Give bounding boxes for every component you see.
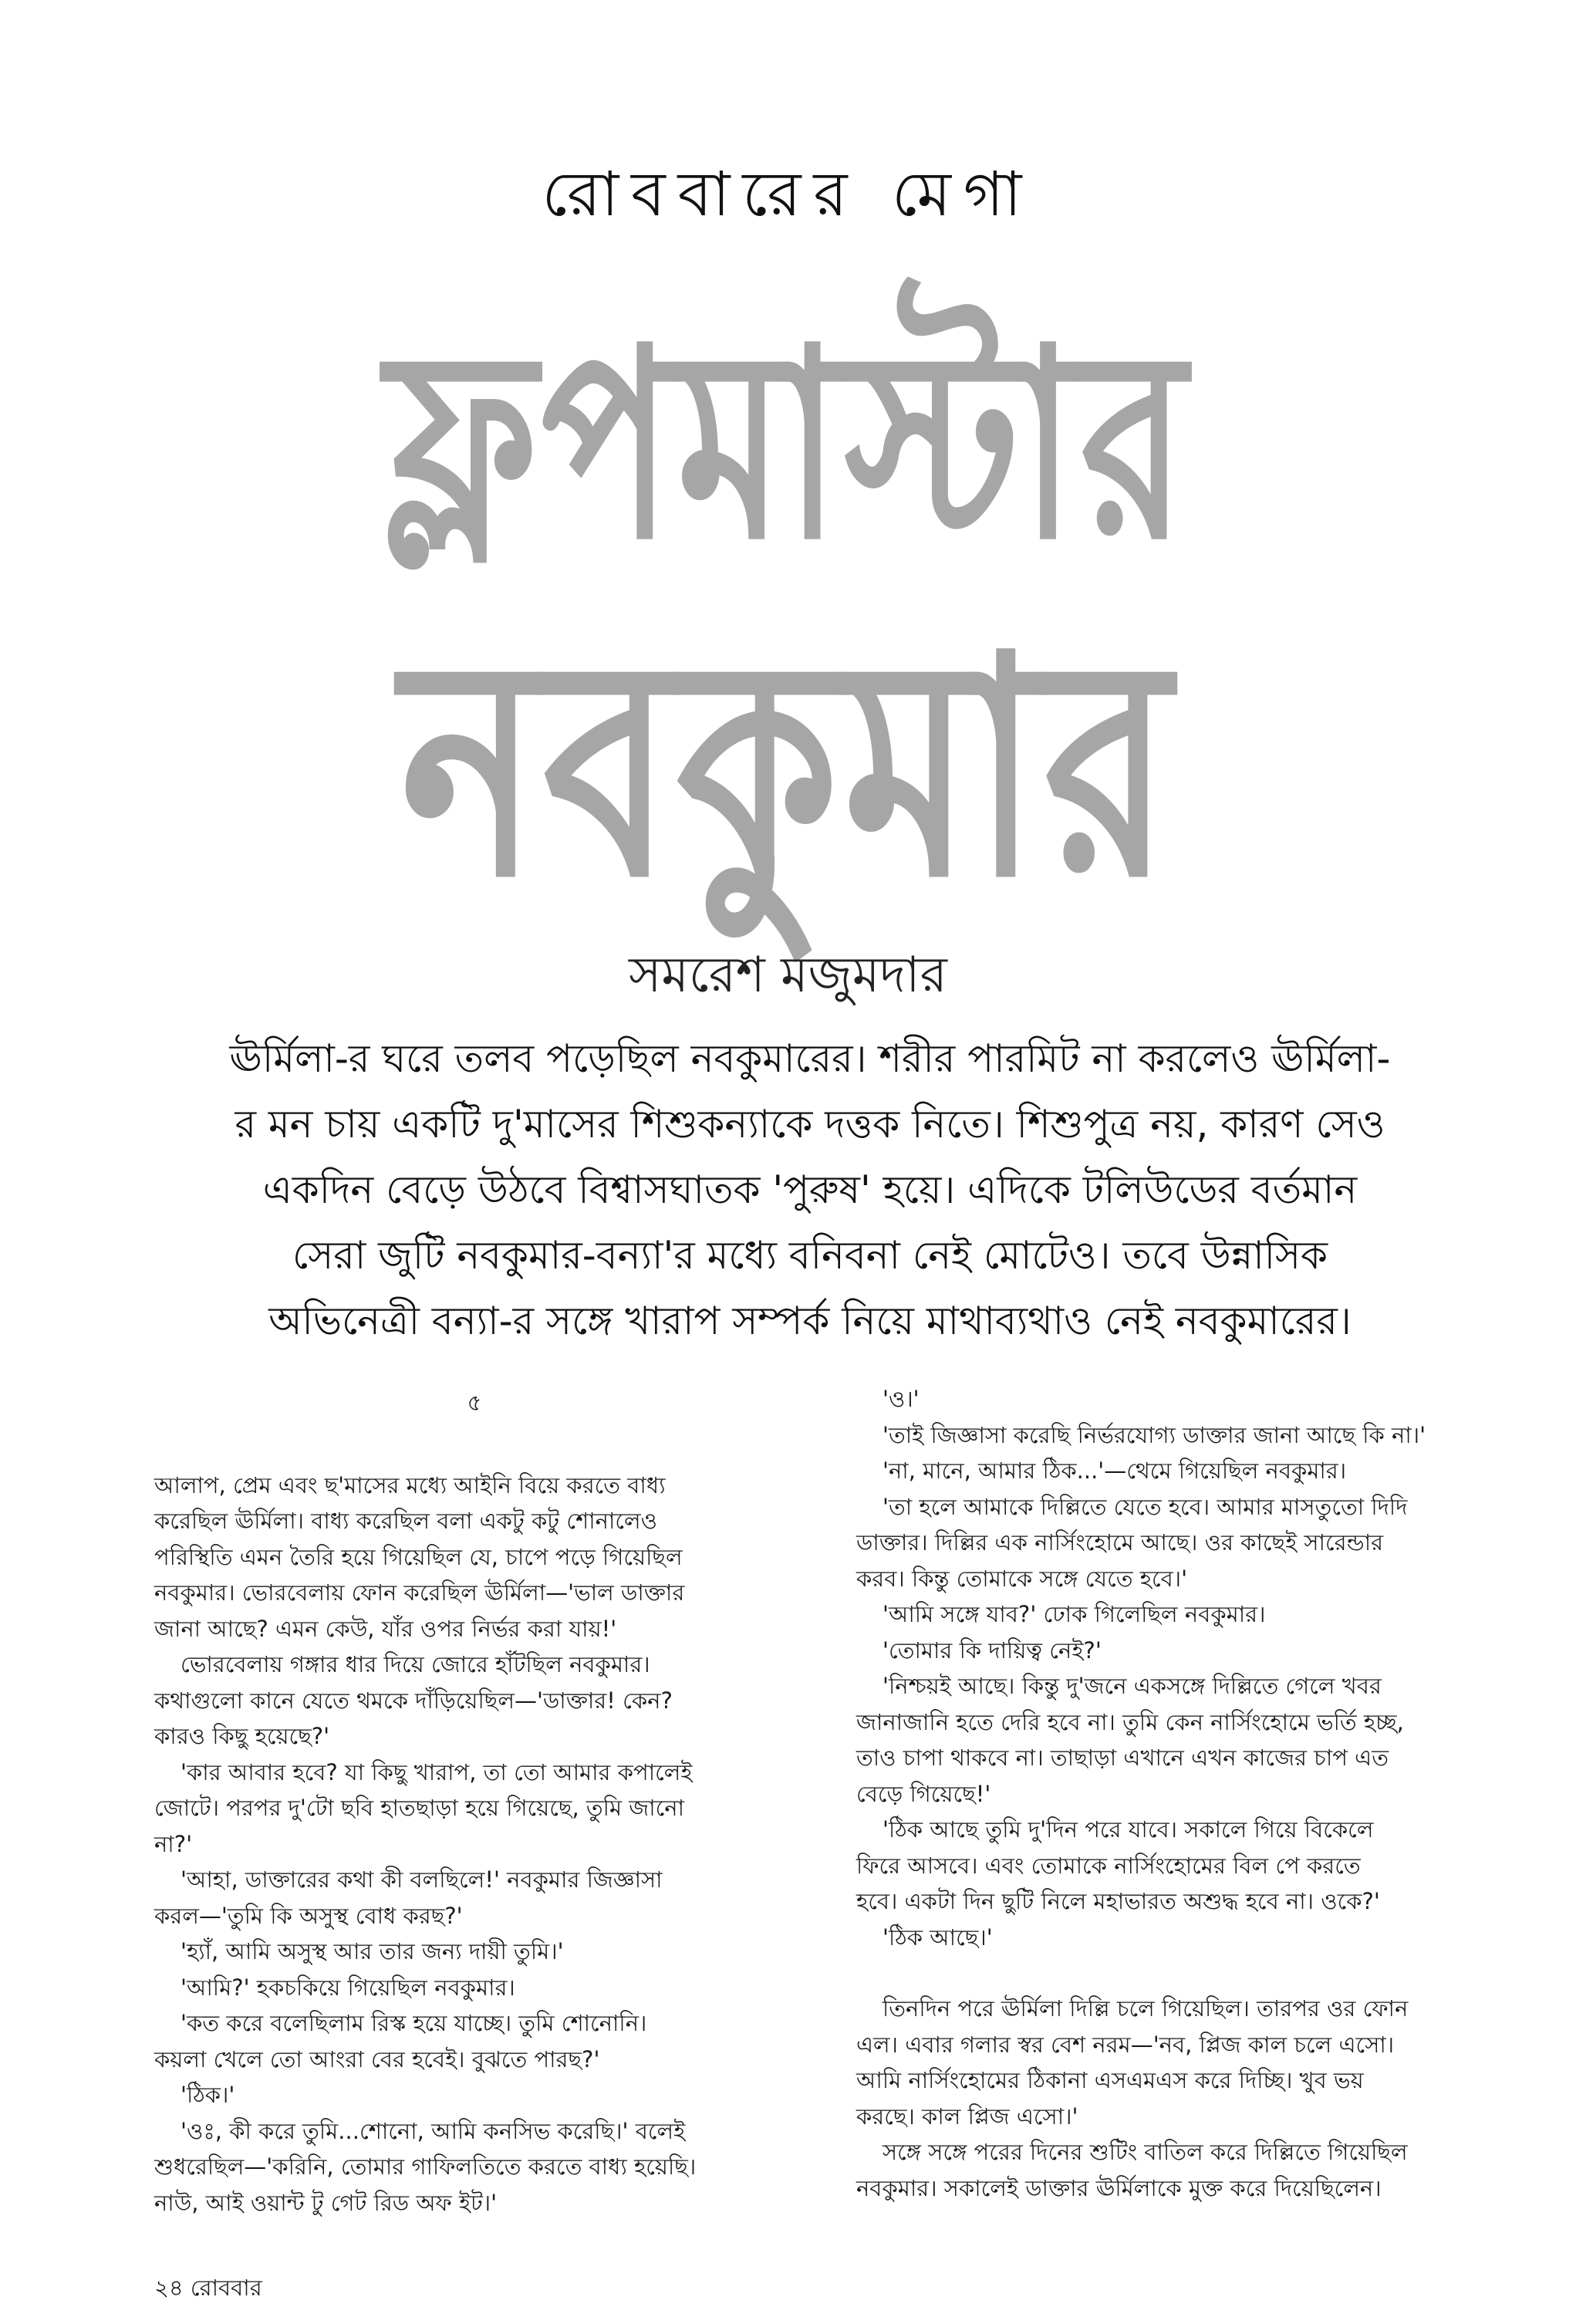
body-column-left: [154, 1385, 795, 2221]
right-paragraphs-b: [856, 1991, 1497, 2206]
body-line: 'তোমার কি দায়িত্ব নেই?': [882, 1637, 1102, 1664]
body-line: 'কার আবার হবে? যা কিছু খারাপ, তা তো আমার কপালেই: [181, 1758, 693, 1785]
page-folio: ২৪ রোববার: [154, 2275, 262, 2301]
body-line: 'ওঃ, কী করে তুমি...শোনো, আমি কনসিভ করেছি।' বলেই: [181, 2117, 686, 2144]
body-line: ফিরে আসবে। এবং তোমাকে নার্সিংহোমের বিল পে করতে: [856, 1852, 1361, 1879]
section-break: [856, 1955, 1497, 1991]
body-line: 'আহা, ডাক্তারের কথা কী বলছিলে!' নবকুমার জিজ্ঞাসা: [181, 1866, 663, 1893]
body-line: এল। এবার গলার স্বর বেশ নরম—'নব, প্লিজ কাল চলে এসো।: [856, 2031, 1395, 2058]
author-name: সমরেশ মজুমদার: [629, 947, 947, 1004]
body-line: তিনদিন পরে ঊর্মিলা দিল্লি চলে গিয়েছিল। তারপর ওর ফোন: [882, 1995, 1409, 2022]
left-paragraphs: [154, 1468, 795, 2221]
body-line: 'ঠিক আছে।': [882, 1924, 993, 1951]
body-line: 'হ্যাঁ, আমি অসুস্থ আর তার জন্য দায়ী তুমি।': [181, 1938, 564, 1964]
body-line: 'নিশ্চয়ই আছে। কিন্তু দু'জনে একসঙ্গে দিল্লিতে গেলে খবর: [882, 1673, 1382, 1699]
body-line: জোটে। পরপর দু'টো ছবি হাতছাড়া হয়ে গিয়েছে, তুমি জানো: [154, 1795, 685, 1821]
body-line: নাউ, আই ওয়ান্ট টু গেট রিড অফ ইট।': [154, 2189, 498, 2216]
body-line: কারও কিছু হয়েছে?': [154, 1723, 330, 1749]
body-line: 'ঠিক আছে তুমি দু'দিন পরে যাবে। সকালে গিয়ে বিকেলে: [882, 1816, 1374, 1843]
body-line: জানা আছে? এমন কেউ, যাঁর ওপর নির্ভর করা যায়!': [154, 1615, 617, 1642]
body-line: হবে। একটা দিন ছুটি নিলে মহাভারত অশুদ্ধ হবে না। ওকে?': [856, 1888, 1380, 1914]
body-line: করল—'তুমি কি অসুস্থ বোধ করছ?': [154, 1902, 463, 1929]
intro-summary: [181, 1026, 1439, 1354]
body-line: 'তাই জিজ্ঞাসা করেছি নির্ভরযোগ্য ডাক্তার জানা আছে কি না।': [882, 1421, 1426, 1448]
body-line: কথাগুলো কানে যেতে থমকে দাঁড়িয়েছিল—'ডাক্তার! কেন?: [154, 1687, 673, 1714]
body-line: জানাজানি হতে দেরি হবে না। তুমি কেন নার্সিংহোমে ভর্তি হচ্ছ,: [856, 1708, 1404, 1735]
body-line: নবকুমার। সকালেই ডাক্তার ঊর্মিলাকে মুক্ত করে দিয়েছিলেন।: [856, 2174, 1382, 2201]
story-title-line-2: নবকুমার: [400, 589, 1176, 944]
intro-line: একদিন বেড়ে উঠবে বিশ্বাসঘাতক 'পুরুষ' হয়ে। এদিকে টলিউডের বর্তমান: [262, 1167, 1358, 1212]
body-line: 'না, মানে, আমার ঠিক...'—থেমে গিয়েছিল নবকুমার।: [882, 1458, 1347, 1484]
body-line: না?': [154, 1830, 193, 1857]
body-line: 'আমি সঙ্গে যাব?' ঢোক গিলেছিল নবকুমার।: [882, 1601, 1266, 1627]
body-line: বেড়ে গিয়েছে!': [856, 1780, 991, 1807]
body-line: করছে। কাল প্লিজ এসো।': [856, 2103, 1078, 2130]
body-line: ভোরবেলায় গঙ্গার ধার দিয়ে জোরে হাঁটছিল নবকুমার।: [181, 1651, 650, 1677]
body-line: 'ঠিক।': [181, 2082, 235, 2108]
intro-line: সেরা জুটি নবকুমার-বন্যা'র মধ্যে বনিবনা নেই মোটেও। তবে উন্নাসিক: [292, 1233, 1328, 1278]
body-line: আলাপ, প্রেম এবং ছ'মাসের মধ্যে আইনি বিয়ে করতে বাধ্য: [154, 1471, 666, 1498]
intro-line: র মন চায় একটি দু'মাসের শিশুকন্যাকে দত্তক নিতে। শিশুপুত্র নয়, কারণ সেও: [235, 1102, 1385, 1147]
body-line: পরিস্থিতি এমন তৈরি হয়ে গিয়েছিল যে, চাপে পড়ে গিয়েছিল: [154, 1543, 683, 1570]
story-title-line-1: ফ্লপমাস্টার: [385, 290, 1191, 597]
body-line: 'কত করে বলেছিলাম রিস্ক হয়ে যাচ্ছে। তুমি শোনোনি।: [181, 2010, 647, 2036]
body-line: 'তা হলে আমাকে দিল্লিতে যেতে হবে। আমার মাসতুতো দিদি: [882, 1493, 1408, 1520]
body-line: কয়লা খেলে তো আংরা বের হবেই। বুঝতে পারছ?': [154, 2045, 600, 2072]
body-column-right: [856, 1381, 1497, 2206]
body-line: 'আমি?' হকচকিয়ে গিয়েছিল নবকুমার।: [181, 1974, 515, 2001]
body-line: ডাক্তার। দিল্লির এক নার্সিংহোমে আছে। ওর কাছেই সারেন্ডার: [856, 1529, 1384, 1556]
body-line: শুধরেছিল—'করিনি, তোমার গাফিলতিতে করতে বাধ্য হয়েছি।: [154, 2153, 697, 2180]
body-line: সঙ্গে সঙ্গে পরের দিনের শুটিং বাতিল করে দিল্লিতে গিয়েছিল: [882, 2139, 1408, 2165]
body-line: তাও চাপা থাকবে না। তাছাড়া এখানে এখন কাজের চাপ এত: [856, 1745, 1389, 1771]
right-paragraphs-a: [856, 1381, 1497, 1955]
intro-line: অভিনেত্রী বন্যা-র সঙ্গে খারাপ সম্পর্ক নিয়ে মাথাব্যথাও নেই নবকুমারের।: [268, 1299, 1352, 1343]
body-line: আমি নার্সিংহোমের ঠিকানা এসএমএস করে দিচ্ছি। খুব ভয়: [856, 2067, 1364, 2093]
body-line: করেছিল ঊর্মিলা। বাধ্য করেছিল বলা একটু কটু শোনালেও: [154, 1508, 657, 1534]
intro-line: ঊর্মিলা-র ঘরে তলব পড়েছিল নবকুমারের। শরীর পারমিট না করলেও ঊর্মিলা-: [229, 1036, 1391, 1081]
section-kicker: রোববারের মেগা: [542, 158, 1034, 230]
body-line: 'ও।': [882, 1386, 920, 1412]
body-line: নবকুমার। ভোরবেলায় ফোন করেছিল ঊর্মিলা—'ভাল ডাক্তার: [154, 1579, 685, 1606]
body-line: করব। কিন্তু তোমাকে সঙ্গে যেতে হবে।': [856, 1565, 1188, 1592]
chapter-number: ৫: [467, 1390, 482, 1416]
